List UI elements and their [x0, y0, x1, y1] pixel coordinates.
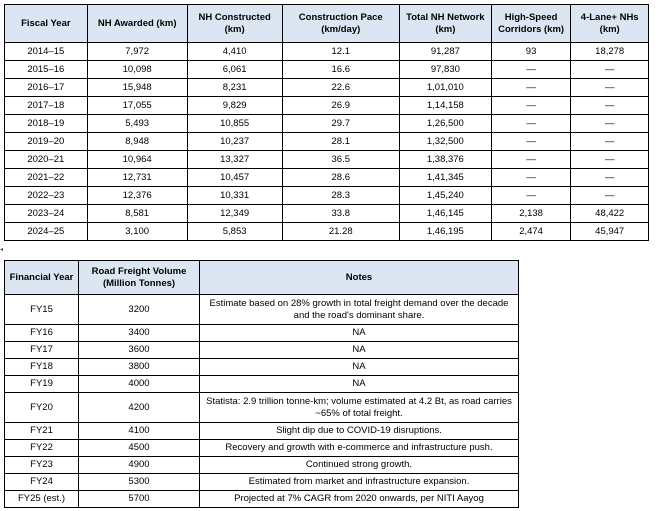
- cell-freight-volume: 3800: [79, 359, 200, 376]
- cell-fiscal-year: 2014–15: [5, 43, 88, 61]
- cell-nh-awarded: 8,581: [87, 205, 187, 223]
- cell-financial-year: FY25 (est.): [5, 491, 79, 508]
- cell-high-speed-corridors: —: [491, 61, 571, 79]
- cell-total-nh-network: 1,26,500: [399, 115, 491, 133]
- cell-construction-pace: 28.6: [282, 169, 399, 187]
- cell-four-lane-nhs: —: [571, 115, 649, 133]
- table-row: [5, 295, 519, 325]
- cell-four-lane-nhs: 48,422: [571, 205, 649, 223]
- cell-high-speed-corridors: 2,138: [491, 205, 571, 223]
- cell-high-speed-corridors: —: [491, 187, 571, 205]
- table-row: [5, 187, 649, 205]
- cell-notes: Recovery and growth with e-commerce and infrastructure push.: [200, 440, 519, 457]
- cell-construction-pace: 36.5: [282, 151, 399, 169]
- cell-financial-year: FY24: [5, 474, 79, 491]
- table-row: [5, 491, 519, 508]
- col-header-fiscal-year: Fiscal Year: [5, 5, 88, 43]
- cell-total-nh-network: 91,287: [399, 43, 491, 61]
- cell-fiscal-year: 2019–20: [5, 133, 88, 151]
- col-header-high-speed-corridors: High-Speed Corridors (km): [491, 5, 571, 43]
- cell-financial-year: FY23: [5, 457, 79, 474]
- cell-freight-volume: 5700: [79, 491, 200, 508]
- cell-freight-volume: 4000: [79, 376, 200, 393]
- cell-notes: NA: [200, 376, 519, 393]
- cell-four-lane-nhs: —: [571, 61, 649, 79]
- cell-construction-pace: 28.1: [282, 133, 399, 151]
- cell-high-speed-corridors: —: [491, 133, 571, 151]
- cell-nh-constructed: 10,457: [187, 169, 282, 187]
- cell-fiscal-year: 2022–23: [5, 187, 88, 205]
- cell-construction-pace: 26.9: [282, 97, 399, 115]
- cell-total-nh-network: 1,46,145: [399, 205, 491, 223]
- cell-construction-pace: 33.8: [282, 205, 399, 223]
- table-row: [5, 97, 649, 115]
- table-row: [5, 457, 519, 474]
- col-header-notes: Notes: [200, 261, 519, 295]
- cell-freight-volume: 5300: [79, 474, 200, 491]
- cell-financial-year: FY22: [5, 440, 79, 457]
- cell-construction-pace: 22.6: [282, 79, 399, 97]
- cell-freight-volume: 4900: [79, 457, 200, 474]
- cell-nh-awarded: 12,376: [87, 187, 187, 205]
- table-row: [5, 325, 519, 342]
- table-row: [5, 169, 649, 187]
- cell-four-lane-nhs: —: [571, 151, 649, 169]
- cell-nh-awarded: 17,055: [87, 97, 187, 115]
- cell-financial-year: FY21: [5, 423, 79, 440]
- table-row: [5, 205, 649, 223]
- cell-nh-constructed: 13,327: [187, 151, 282, 169]
- cell-total-nh-network: 1,38,376: [399, 151, 491, 169]
- table-row: [5, 115, 649, 133]
- cell-nh-constructed: 12,349: [187, 205, 282, 223]
- cell-total-nh-network: 1,01,010: [399, 79, 491, 97]
- col-header-financial-year: Financial Year: [5, 261, 79, 295]
- cell-nh-awarded: 7,972: [87, 43, 187, 61]
- cell-notes: Estimate based on 28% growth in total freight demand over the decade and the road's dominant share.: [200, 295, 519, 325]
- cell-construction-pace: 21.28: [282, 223, 399, 241]
- cell-notes: NA: [200, 325, 519, 342]
- col-header-nh-awarded: NH Awarded (km): [87, 5, 187, 43]
- cell-four-lane-nhs: —: [571, 169, 649, 187]
- cell-notes: Slight dip due to COVID-19 disruptions.: [200, 423, 519, 440]
- table-row: [5, 43, 649, 61]
- cell-high-speed-corridors: —: [491, 79, 571, 97]
- cell-freight-volume: 4500: [79, 440, 200, 457]
- table-row: [5, 223, 649, 241]
- road-freight-table: [4, 260, 519, 508]
- cell-fiscal-year: 2017–18: [5, 97, 88, 115]
- cell-fiscal-year: 2023–24: [5, 205, 88, 223]
- table-row: [5, 423, 519, 440]
- cell-financial-year: FY20: [5, 393, 79, 423]
- cell-four-lane-nhs: 18,278: [571, 43, 649, 61]
- table-header-row: [5, 261, 519, 295]
- cell-total-nh-network: 1,32,500: [399, 133, 491, 151]
- table-anchor-marker: ◂: [0, 247, 4, 253]
- cell-high-speed-corridors: 2,474: [491, 223, 571, 241]
- cell-notes: Continued strong growth.: [200, 457, 519, 474]
- cell-total-nh-network: 1,45,240: [399, 187, 491, 205]
- cell-freight-volume: 4200: [79, 393, 200, 423]
- cell-notes: NA: [200, 359, 519, 376]
- cell-financial-year: FY19: [5, 376, 79, 393]
- cell-total-nh-network: 1,41,345: [399, 169, 491, 187]
- cell-financial-year: FY15: [5, 295, 79, 325]
- cell-nh-constructed: 8,231: [187, 79, 282, 97]
- cell-financial-year: FY16: [5, 325, 79, 342]
- cell-total-nh-network: 1,14,158: [399, 97, 491, 115]
- cell-total-nh-network: 97,830: [399, 61, 491, 79]
- cell-notes: Statista: 2.9 trillion tonne-km; volume estimated at 4.2 Bt, as road carries ~65% of total freight.: [200, 393, 519, 423]
- cell-notes: Estimated from market and infrastructure expansion.: [200, 474, 519, 491]
- table-row: [5, 151, 649, 169]
- cell-freight-volume: 3600: [79, 342, 200, 359]
- col-header-four-lane-nhs: 4-Lane+ NHs (km): [571, 5, 649, 43]
- cell-four-lane-nhs: —: [571, 187, 649, 205]
- cell-freight-volume: 4100: [79, 423, 200, 440]
- cell-fiscal-year: 2016–17: [5, 79, 88, 97]
- cell-nh-constructed: 5,853: [187, 223, 282, 241]
- table-row: [5, 79, 649, 97]
- cell-nh-constructed: 9,829: [187, 97, 282, 115]
- cell-nh-awarded: 5,493: [87, 115, 187, 133]
- table-header-row: [5, 5, 649, 43]
- col-header-construction-pace: Construction Pace (km/day): [282, 5, 399, 43]
- cell-nh-constructed: 10,855: [187, 115, 282, 133]
- cell-high-speed-corridors: 93: [491, 43, 571, 61]
- cell-four-lane-nhs: —: [571, 133, 649, 151]
- cell-fiscal-year: 2020–21: [5, 151, 88, 169]
- col-header-total-nh-network: Total NH Network (km): [399, 5, 491, 43]
- cell-high-speed-corridors: —: [491, 97, 571, 115]
- col-header-nh-constructed: NH Constructed (km): [187, 5, 282, 43]
- table-row: [5, 359, 519, 376]
- cell-freight-volume: 3400: [79, 325, 200, 342]
- cell-nh-awarded: 8,948: [87, 133, 187, 151]
- nh-construction-table: [4, 4, 649, 241]
- cell-construction-pace: 16.6: [282, 61, 399, 79]
- table-row: [5, 474, 519, 491]
- cell-fiscal-year: 2024–25: [5, 223, 88, 241]
- cell-notes: Projected at 7% CAGR from 2020 onwards, per NITI Aayog: [200, 491, 519, 508]
- cell-financial-year: FY18: [5, 359, 79, 376]
- cell-four-lane-nhs: 45,947: [571, 223, 649, 241]
- cell-construction-pace: 29.7: [282, 115, 399, 133]
- cell-fiscal-year: 2015–16: [5, 61, 88, 79]
- cell-nh-constructed: 10,237: [187, 133, 282, 151]
- cell-nh-awarded: 10,964: [87, 151, 187, 169]
- cell-nh-constructed: 4,410: [187, 43, 282, 61]
- cell-nh-awarded: 15,948: [87, 79, 187, 97]
- table-row: [5, 133, 649, 151]
- cell-high-speed-corridors: —: [491, 169, 571, 187]
- cell-nh-awarded: 3,100: [87, 223, 187, 241]
- cell-nh-constructed: 6,061: [187, 61, 282, 79]
- cell-total-nh-network: 1,46,195: [399, 223, 491, 241]
- cell-fiscal-year: 2021–22: [5, 169, 88, 187]
- cell-nh-awarded: 10,098: [87, 61, 187, 79]
- table-row: [5, 61, 649, 79]
- cell-nh-constructed: 10,331: [187, 187, 282, 205]
- col-header-road-freight-volume: Road Freight Volume (Million Tonnes): [79, 261, 200, 295]
- cell-freight-volume: 3200: [79, 295, 200, 325]
- cell-fiscal-year: 2018–19: [5, 115, 88, 133]
- cell-high-speed-corridors: —: [491, 151, 571, 169]
- cell-high-speed-corridors: —: [491, 115, 571, 133]
- cell-four-lane-nhs: —: [571, 79, 649, 97]
- cell-notes: NA: [200, 342, 519, 359]
- table-row: [5, 440, 519, 457]
- table-row: [5, 393, 519, 423]
- cell-four-lane-nhs: —: [571, 97, 649, 115]
- cell-construction-pace: 28.3: [282, 187, 399, 205]
- table-row: [5, 376, 519, 393]
- table-row: [5, 342, 519, 359]
- cell-financial-year: FY17: [5, 342, 79, 359]
- cell-construction-pace: 12.1: [282, 43, 399, 61]
- cell-nh-awarded: 12,731: [87, 169, 187, 187]
